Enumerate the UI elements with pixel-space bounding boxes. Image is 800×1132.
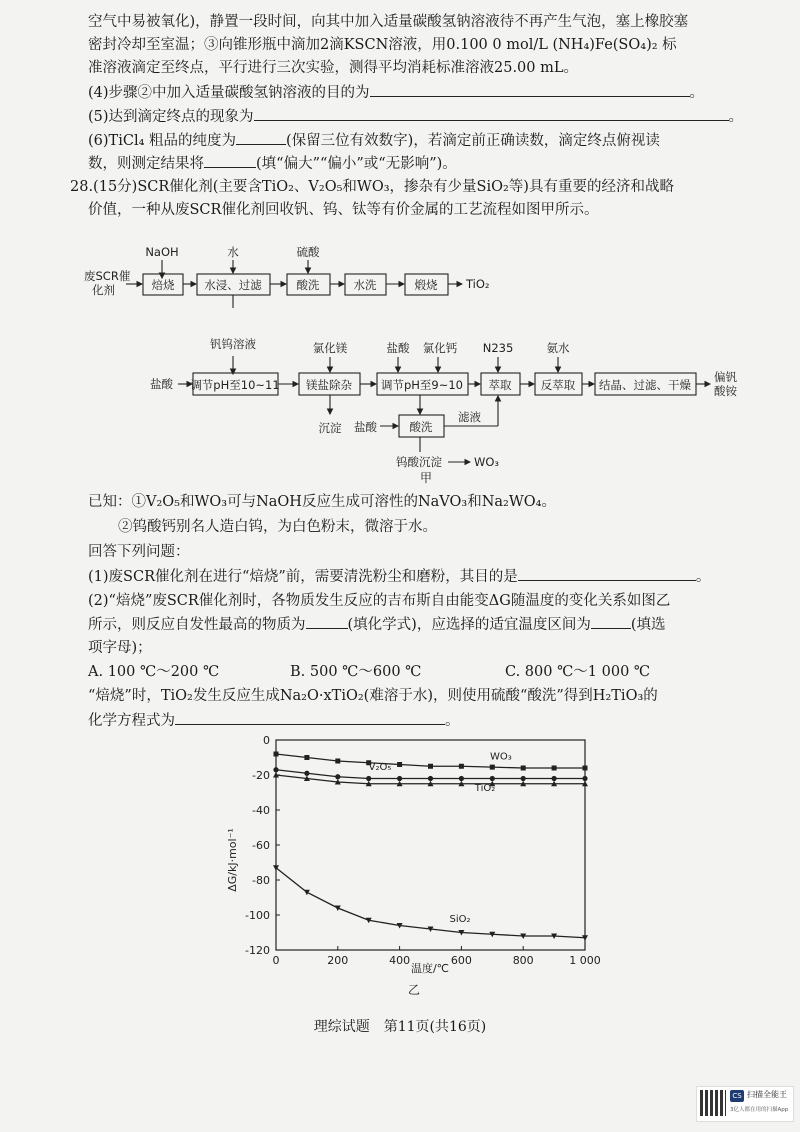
y-tick-label: -60: [252, 839, 270, 852]
chart-caption: 乙: [407, 983, 421, 997]
product-label: 偏钒: [714, 370, 737, 384]
reagent-label: 氯化镁: [312, 341, 348, 355]
output-label: TiO₂: [466, 277, 490, 291]
acid-label: 盐酸: [354, 420, 377, 434]
answer-blank[interactable]: [204, 153, 256, 168]
page-footer: 理综试题 第11页(共16页): [313, 1019, 487, 1035]
data-point: [490, 776, 495, 781]
feed-label: 化剂: [92, 283, 115, 297]
scanner-watermark: [696, 1086, 794, 1122]
data-point: [335, 759, 340, 764]
known-1: 已知：①V₂O₅和WO₃可与NaOH反应生成可溶性的NaVO₃和Na₂WO₄。: [88, 494, 556, 510]
y-tick-label: -120: [245, 944, 270, 957]
answer-blank[interactable]: [306, 614, 348, 629]
x-tick-label: 800: [512, 954, 534, 967]
data-point: [397, 776, 402, 781]
series-label: V₂O₅: [368, 761, 392, 773]
flowchart: [0, 224, 800, 485]
feed-label: 废SCR催: [84, 269, 131, 283]
text-line: 密封冷却至室温；③向锥形瓶中滴加2滴KSCN溶液，用0.100 0 mol/L (NH₄)Fe(SO₄)₂ 标: [88, 37, 677, 53]
data-point: [273, 767, 278, 772]
answer-blank[interactable]: [370, 82, 690, 97]
reagent-label: 水: [227, 245, 239, 259]
product-label: 酸铵: [714, 384, 737, 398]
data-point: [397, 762, 402, 767]
answer-blank[interactable]: [518, 566, 696, 581]
y-tick-label: -20: [252, 769, 270, 782]
answer-blank[interactable]: [254, 106, 729, 121]
data-point: [459, 776, 464, 781]
figure-caption: 甲: [420, 471, 433, 485]
option-b[interactable]: B. 500 ℃～600 ℃: [290, 664, 422, 680]
y-tick-label: -40: [252, 804, 270, 817]
step-box: 酸洗: [296, 278, 320, 292]
series-label: TiO₂: [474, 782, 496, 794]
branch-label: 钒钨溶液: [210, 337, 256, 351]
sub-question-2-cont: 所示，则反应自发性最高的物质为 (填化学式)，应选择的适宜温度区间为 (填选: [88, 614, 665, 635]
reagent-label: N235: [482, 341, 514, 355]
x-axis-label: 温度/℃: [410, 962, 450, 975]
step-box: 焙烧: [151, 278, 175, 292]
text-line: 准溶液滴定至终点，平行进行三次实验，测得平均消耗标准溶液25.00 mL。: [88, 60, 578, 76]
reagent-label: 硫酸: [296, 245, 320, 259]
step-box: 调节pH至9~10: [380, 378, 464, 392]
question-4: (4)步骤②中加入适量碳酸氢钠溶液的目的为 。: [88, 82, 704, 103]
sub-question-2: (2)“焙烧”废SCR催化剂时，各物质发生反应的吉布斯自由能变ΔG随温度的变化关系如图乙: [88, 593, 671, 609]
data-point: [521, 776, 526, 781]
cs-logo-icon: CS: [730, 1090, 744, 1102]
reagent-label: NaOH: [145, 245, 179, 259]
data-point: [583, 766, 588, 771]
reagent-label: 盐酸: [386, 341, 410, 355]
step-box: 镁盐除杂: [306, 378, 352, 392]
question-5: (5)达到滴定终点的现象为 。: [88, 106, 743, 127]
x-tick-label: 200: [327, 954, 349, 967]
y-tick-label: -100: [245, 909, 270, 922]
sub-question-1: (1)废SCR催化剂在进行“焙烧”前，需要清洗粉尘和磨粉，其目的是 。: [88, 566, 710, 587]
data-point: [335, 774, 340, 779]
sub-question-3-cont: 化学方程式为 。: [88, 710, 460, 731]
answer-blank[interactable]: [175, 710, 445, 725]
x-tick-label: 0: [272, 954, 280, 967]
answer-blank[interactable]: [591, 614, 631, 629]
data-point: [459, 764, 464, 769]
data-point: [582, 776, 587, 781]
data-point: [304, 755, 309, 760]
data-point: [552, 776, 557, 781]
text-line: 价值，一种从废SCR催化剂回收钒、钨、钛等有价金属的工艺流程如图甲所示。: [88, 202, 599, 218]
y-axis-label: ΔG/kJ·mol⁻¹: [226, 828, 239, 892]
data-point: [428, 764, 433, 769]
text-line: 空气中易被氧化)，静置一段时间，向其中加入适量碳酸氢钠溶液待不再产生气泡，塞上橡胶塞: [88, 14, 689, 30]
data-point: [304, 771, 309, 776]
x-tick-label: 400: [389, 954, 411, 967]
series-label: WO₃: [490, 751, 512, 763]
plot-frame: [276, 740, 585, 950]
input-label: 盐酸: [150, 377, 173, 391]
question-6: (6)TiCl₄ 粗品的纯度为 (保留三位有效数字)，若滴定前正确读数，滴定终点俯视读: [88, 130, 660, 151]
step-box: 煅烧: [414, 278, 438, 292]
data-point: [490, 765, 495, 770]
data-point: [552, 766, 557, 771]
step-box: 反萃取: [540, 378, 576, 392]
option-c[interactable]: C. 800 ℃～1 000 ℃: [505, 664, 651, 680]
wo3-label: WO₃: [474, 455, 500, 469]
precip-label: 沉淀: [318, 421, 342, 435]
qr-code-icon: [700, 1090, 726, 1116]
step-box: 水洗: [353, 278, 377, 292]
step-box: 水浸、过滤: [204, 278, 262, 292]
badge-name: 扫描全能王: [747, 1090, 787, 1099]
question-28: 28.(15分)SCR催化剂(主要含TiO₂、V₂O₅和WO₃，掺杂有少量SiO₂等)具有重要的经济和战略: [70, 179, 674, 195]
sub-question-2-cont: 项字母)；: [88, 640, 152, 656]
y-tick-label: 0: [263, 734, 270, 747]
data-point: [428, 776, 433, 781]
data-point: [366, 776, 371, 781]
question-6-cont: 数，则测定结果将 (填“偏大”“偏小”或“无影响”)。: [88, 153, 457, 174]
tungstate-label: 钨酸沉淀: [396, 455, 442, 469]
step-box: 结晶、过滤、干燥: [599, 378, 691, 392]
delta-g-chart: [0, 730, 800, 1010]
reagent-label: 氯化钙: [422, 341, 458, 355]
step-box: 调节pH至10~11: [190, 378, 280, 392]
step-box: 酸洗: [409, 420, 433, 434]
step-box: 萃取: [488, 378, 512, 392]
sub-question-3: “焙烧”时，TiO₂发生反应生成Na₂O·xTiO₂(难溶于水)，则使用硫酸“酸洗”得到H₂TiO₃的: [88, 688, 658, 704]
data-point: [274, 752, 279, 757]
reagent-label: 氨水: [546, 341, 570, 355]
answer-blank[interactable]: [236, 130, 286, 145]
data-point: [304, 890, 310, 896]
badge-subtitle: 3亿人都在用的扫描App: [730, 1107, 789, 1113]
data-point: [521, 766, 526, 771]
x-tick-label: 1 000: [569, 954, 601, 967]
option-a[interactable]: A. 100 ℃～200 ℃: [88, 664, 220, 680]
x-tick-label: 600: [450, 954, 472, 967]
series-label: SiO₂: [449, 914, 471, 925]
filtrate-label: 滤液: [458, 410, 481, 424]
y-tick-label: -80: [252, 874, 270, 887]
known-2: ②钨酸钙别名人造白钨，为白色粉末，微溶于水。: [118, 519, 437, 535]
answer-heading: 回答下列问题：: [88, 544, 190, 560]
